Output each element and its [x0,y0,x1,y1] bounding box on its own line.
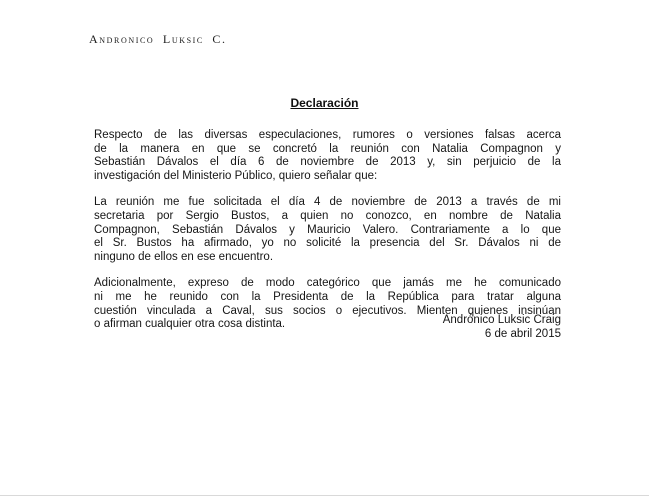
paragraph-line: investigación del Ministerio Público, quiero señalar que: [94,169,378,182]
paragraph-line: La reunión me fue solicitada el día 4 de noviembre de 2013 a través de mi [94,196,561,209]
signature-name: Andrónico Luksic Craig [442,314,561,326]
paragraph-line: el Sr. Bustos ha afirmado, yo no solicité la presencia del Sr. Dávalos ni de [94,237,561,250]
letterhead-name: Andronico Luksic C. [89,32,227,46]
paragraph-line: ninguno de ellos en ese encuentro. [94,250,274,263]
paragraph-meeting [94,196,561,264]
document-title: Declaración [290,96,359,110]
paragraph-line: Adicionalmente, expreso de modo categórico que jamás me he comunicado [94,277,561,290]
paragraph-line: ni me he reunido con la Presidenta de la República para tratar alguna [94,290,561,303]
paragraph-line: secretaria por Sergio Bustos, a quien no conozco, en nombre de Natalia [94,209,561,222]
signature-date: 6 de abril 2015 [484,328,561,340]
paragraph-line: Sebastián Dávalos el día 6 de noviembre de 2013 y, sin perjuicio de la [94,156,561,169]
paragraph-line: Compagnon, Sebastián Dávalos y Mauricio Valero. Contrariamente a lo que [94,223,561,236]
signature-block [360,313,561,341]
paragraph-intro [94,129,561,183]
paragraph-line: de la manera en que se concretó la reunión con Natalia Compagnon y [94,142,561,155]
paragraph-line: Respecto de las diversas especulaciones, rumores o versiones falsas acerca [94,129,561,141]
page-bottom-divider [0,495,649,496]
paragraph-line: o afirman cualquier otra cosa distinta. [94,318,286,331]
paragraph-line: cuestión vinculada a Caval, sus socios o ejecutivos. Mienten quienes insinúan [94,304,561,317]
